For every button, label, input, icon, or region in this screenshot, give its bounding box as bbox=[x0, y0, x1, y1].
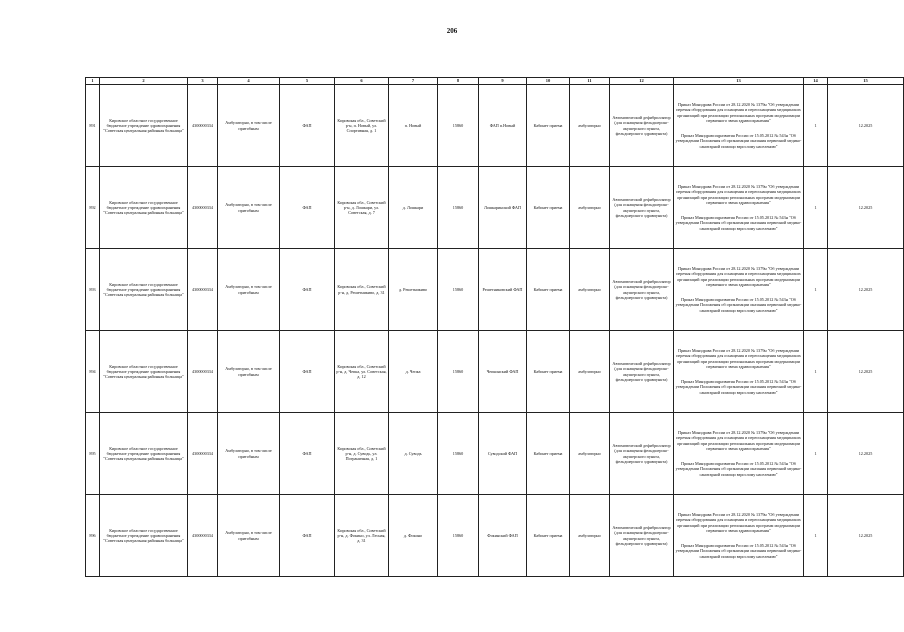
column-header-14: 14 bbox=[804, 78, 828, 85]
oktmo-cell: 15860 bbox=[438, 167, 479, 249]
org-code-cell: 4300000334 bbox=[188, 249, 218, 331]
equipment-cell: Автоматический дефибриллятор (для оснащения фельдшерско-акушерского пункта, фельдшерского здравпункта) bbox=[610, 167, 674, 249]
care-form-cell: амбулаторно bbox=[570, 249, 610, 331]
unit-name-cell: Чепкинский ФАП bbox=[479, 331, 527, 413]
oktmo-cell: 15860 bbox=[438, 249, 479, 331]
care-conditions-cell: Амбулаторно, в том числе притобным bbox=[218, 413, 280, 495]
oktmo-cell: 15860 bbox=[438, 331, 479, 413]
table-row bbox=[86, 167, 904, 249]
address-cell: Кировская обл., Советский р-н, д. Чепка, ул. Советская, д. 12 bbox=[335, 331, 389, 413]
org-code-cell: 4300000334 bbox=[188, 495, 218, 577]
column-header-15: 15 bbox=[828, 78, 904, 85]
room-cell: Кабинет приема bbox=[527, 249, 570, 331]
column-header-5: 5 bbox=[280, 78, 335, 85]
column-header-3: 3 bbox=[188, 78, 218, 85]
equipment-cell: Автоматический дефибриллятор (для оснащения фельдшерско-акушерского пункта, фельдшерского здравпункта) bbox=[610, 331, 674, 413]
column-header-1: 1 bbox=[86, 78, 100, 85]
locality-cell: д. Фокино bbox=[389, 495, 438, 577]
organization-cell: Кировское областное государственное бюджетное учреждение здравоохранения "Советская центральная районная больница" bbox=[100, 249, 188, 331]
justification-order-a: Приказ Минздрава России от 28.12.2020 № 1379н "Об утверждении перечня оборудования для оснащения и переоснащения медицинских организаций при реализации региональных программ модернизации первичного звена здравоохранения" bbox=[676, 430, 801, 451]
column-header-8: 8 bbox=[438, 78, 479, 85]
column-header-6: 6 bbox=[335, 78, 389, 85]
locality-cell: д. Чепка bbox=[389, 331, 438, 413]
justification-order-a: Приказ Минздрава России от 28.12.2020 № 1379н "Об утверждении перечня оборудования для оснащения и переоснащения медицинских организаций при реализации региональных программ модернизации первичного звена здравоохранения" bbox=[676, 348, 801, 369]
justification-order-b: Приказ Минздравсоцразвития России от 15.05.2012 № 543н "Об утверждении Положения об организации оказания первичной медико-санитарной помощи взрослому населению" bbox=[675, 133, 802, 149]
care-conditions-cell: Амбулаторно, в том числе притобным bbox=[218, 167, 280, 249]
quantity-cell: 1 bbox=[804, 413, 828, 495]
justification-cell bbox=[674, 413, 804, 495]
justification-cell bbox=[674, 85, 804, 167]
equipment-cell: Автоматический дефибриллятор (для оснащения фельдшерско-акушерского пункта, фельдшерского здравпункта) bbox=[610, 495, 674, 577]
locality-cell: д. Решетникиво bbox=[389, 249, 438, 331]
care-conditions-cell: Амбулаторно, в том числе притобным bbox=[218, 495, 280, 577]
delivery-date-cell: 12.2025 bbox=[828, 249, 904, 331]
equipment-registry-table bbox=[85, 77, 904, 577]
equipment-cell: Автоматический дефибриллятор (для оснащения фельдшерско-акушерского пункта, фельдшерского здравпункта) bbox=[610, 85, 674, 167]
justification-order-a: Приказ Минздрава России от 28.12.2020 № 1379н "Об утверждении перечня оборудования для оснащения и переоснащения медицинских организаций при реализации региональных программ модернизации первичного звена здравоохранения" bbox=[676, 512, 801, 533]
address-cell: Кировская обл., Советский р-н, д. Лошкари, ул. Советская, д. 7 bbox=[335, 167, 389, 249]
care-form-cell: амбулаторно bbox=[570, 495, 610, 577]
justification-order-b: Приказ Минздравсоцразвития России от 15.05.2012 № 543н "Об утверждении Положения об организации оказания первичной медико-санитарной помощи взрослому населению" bbox=[675, 379, 802, 395]
address-cell: Кировская обл., Советский р-н, д. Суводь, ул. Пограничная, д. 1 bbox=[335, 413, 389, 495]
org-code-cell: 4300000334 bbox=[188, 85, 218, 167]
equipment-cell: Автоматический дефибриллятор (для оснащения фельдшерско-акушерского пункта, фельдшерского здравпункта) bbox=[610, 249, 674, 331]
org-code-cell: 4300000334 bbox=[188, 331, 218, 413]
care-conditions-cell: Амбулаторно, в том числе притобным bbox=[218, 331, 280, 413]
justification-cell bbox=[674, 167, 804, 249]
justification-order-a: Приказ Минздрава России от 28.12.2020 № 1379н "Об утверждении перечня оборудования для оснащения и переоснащения медицинских организаций при реализации региональных программ модернизации первичного звена здравоохранения" bbox=[676, 102, 801, 123]
subdivision-type-cell: ФАП bbox=[280, 413, 335, 495]
oktmo-cell: 15860 bbox=[438, 85, 479, 167]
justification-order-b: Приказ Минздравсоцразвития России от 15.05.2012 № 543н "Об утверждении Положения об организации оказания первичной медико-санитарной помощи взрослому населению" bbox=[675, 461, 802, 477]
equipment-cell: Автоматический дефибриллятор (для оснащения фельдшерско-акушерского пункта, фельдшерского здравпункта) bbox=[610, 413, 674, 495]
oktmo-cell: 15860 bbox=[438, 413, 479, 495]
care-conditions-cell: Амбулаторно, в том числе притобным bbox=[218, 249, 280, 331]
unit-name-cell: Лошкаринский ФАП bbox=[479, 167, 527, 249]
care-conditions-cell: Амбулаторно, в том числе притобным bbox=[218, 85, 280, 167]
row-number-cell: 893 bbox=[86, 249, 100, 331]
column-header-10: 10 bbox=[527, 78, 570, 85]
quantity-cell: 1 bbox=[804, 495, 828, 577]
column-header-4: 4 bbox=[218, 78, 280, 85]
delivery-date-cell: 12.2025 bbox=[828, 495, 904, 577]
delivery-date-cell: 12.2025 bbox=[828, 331, 904, 413]
organization-cell: Кировское областное государственное бюджетное учреждение здравоохранения "Советская центральная районная больница" bbox=[100, 413, 188, 495]
address-cell: Кировская обл., Советский р-н, п. Новый, ул. Спортивная, д. 1 bbox=[335, 85, 389, 167]
justification-order-a: Приказ Минздрава России от 28.12.2020 № 1379н "Об утверждении перечня оборудования для оснащения и переоснащения медицинских организаций при реализации региональных программ модернизации первичного звена здравоохранения" bbox=[676, 266, 801, 287]
table-body bbox=[86, 85, 904, 577]
justification-order-b: Приказ Минздравсоцразвития России от 15.05.2012 № 543н "Об утверждении Положения об организации оказания первичной медико-санитарной помощи взрослому населению" bbox=[675, 297, 802, 313]
organization-cell: Кировское областное государственное бюджетное учреждение здравоохранения "Советская центральная районная больница" bbox=[100, 495, 188, 577]
column-header-13: 13 bbox=[674, 78, 804, 85]
organization-cell: Кировское областное государственное бюджетное учреждение здравоохранения "Советская центральная районная больница" bbox=[100, 167, 188, 249]
subdivision-type-cell: ФАП bbox=[280, 167, 335, 249]
org-code-cell: 4300000334 bbox=[188, 413, 218, 495]
care-form-cell: амбулаторно bbox=[570, 85, 610, 167]
delivery-date-cell: 12.2025 bbox=[828, 167, 904, 249]
oktmo-cell: 15860 bbox=[438, 495, 479, 577]
row-number-cell: 895 bbox=[86, 413, 100, 495]
organization-cell: Кировское областное государственное бюджетное учреждение здравоохранения "Советская центральная районная больница" bbox=[100, 85, 188, 167]
page-number: 206 bbox=[446, 27, 458, 35]
subdivision-type-cell: ФАП bbox=[280, 85, 335, 167]
room-cell: Кабинет приема bbox=[527, 167, 570, 249]
table-row bbox=[86, 249, 904, 331]
table-row bbox=[86, 331, 904, 413]
care-form-cell: амбулаторно bbox=[570, 167, 610, 249]
address-cell: Кировская обл., Советский р-н, д. Фокино, ул. Лесная, д. 31 bbox=[335, 495, 389, 577]
address-cell: Кировская обл., Советский р-н, д. Решетникиво, д. 31 bbox=[335, 249, 389, 331]
locality-cell: д. Суводь bbox=[389, 413, 438, 495]
unit-name-cell: Суводский ФАП bbox=[479, 413, 527, 495]
unit-name-cell: Фокинский ФАП bbox=[479, 495, 527, 577]
column-header-7: 7 bbox=[389, 78, 438, 85]
justification-order-b: Приказ Минздравсоцразвития России от 15.05.2012 № 543н "Об утверждении Положения об организации оказания первичной медико-санитарной помощи взрослому населению" bbox=[675, 215, 802, 231]
room-cell: Кабинет приема bbox=[527, 413, 570, 495]
subdivision-type-cell: ФАП bbox=[280, 495, 335, 577]
delivery-date-cell: 12.2025 bbox=[828, 85, 904, 167]
row-number-cell: 891 bbox=[86, 85, 100, 167]
organization-cell: Кировское областное государственное бюджетное учреждение здравоохранения "Советская центральная районная больница" bbox=[100, 331, 188, 413]
quantity-cell: 1 bbox=[804, 85, 828, 167]
unit-name-cell: Решетниковский ФАП bbox=[479, 249, 527, 331]
room-cell: Кабинет приема bbox=[527, 331, 570, 413]
subdivision-type-cell: ФАП bbox=[280, 249, 335, 331]
justification-cell bbox=[674, 495, 804, 577]
column-header-11: 11 bbox=[570, 78, 610, 85]
care-form-cell: амбулаторно bbox=[570, 331, 610, 413]
header-row bbox=[86, 78, 904, 85]
row-number-cell: 894 bbox=[86, 331, 100, 413]
column-header-2: 2 bbox=[100, 78, 188, 85]
room-cell: Кабинет приема bbox=[527, 85, 570, 167]
locality-cell: д. Лошкари bbox=[389, 167, 438, 249]
table-row bbox=[86, 85, 904, 167]
quantity-cell: 1 bbox=[804, 167, 828, 249]
delivery-date-cell: 12.2025 bbox=[828, 413, 904, 495]
column-header-12: 12 bbox=[610, 78, 674, 85]
care-form-cell: амбулаторно bbox=[570, 413, 610, 495]
justification-order-b: Приказ Минздравсоцразвития России от 15.05.2012 № 543н "Об утверждении Положения об организации оказания первичной медико-санитарной помощи взрослому населению" bbox=[675, 543, 802, 559]
row-number-cell: 896 bbox=[86, 495, 100, 577]
locality-cell: п. Новый bbox=[389, 85, 438, 167]
quantity-cell: 1 bbox=[804, 331, 828, 413]
room-cell: Кабинет приема bbox=[527, 495, 570, 577]
subdivision-type-cell: ФАП bbox=[280, 331, 335, 413]
row-number-cell: 892 bbox=[86, 167, 100, 249]
justification-cell bbox=[674, 331, 804, 413]
justification-cell bbox=[674, 249, 804, 331]
org-code-cell: 4300000334 bbox=[188, 167, 218, 249]
table-row bbox=[86, 495, 904, 577]
table-row bbox=[86, 413, 904, 495]
unit-name-cell: ФАП п.Новый bbox=[479, 85, 527, 167]
justification-order-a: Приказ Минздрава России от 28.12.2020 № 1379н "Об утверждении перечня оборудования для оснащения и переоснащения медицинских организаций при реализации региональных программ модернизации первичного звена здравоохранения" bbox=[676, 184, 801, 205]
quantity-cell: 1 bbox=[804, 249, 828, 331]
column-header-9: 9 bbox=[479, 78, 527, 85]
